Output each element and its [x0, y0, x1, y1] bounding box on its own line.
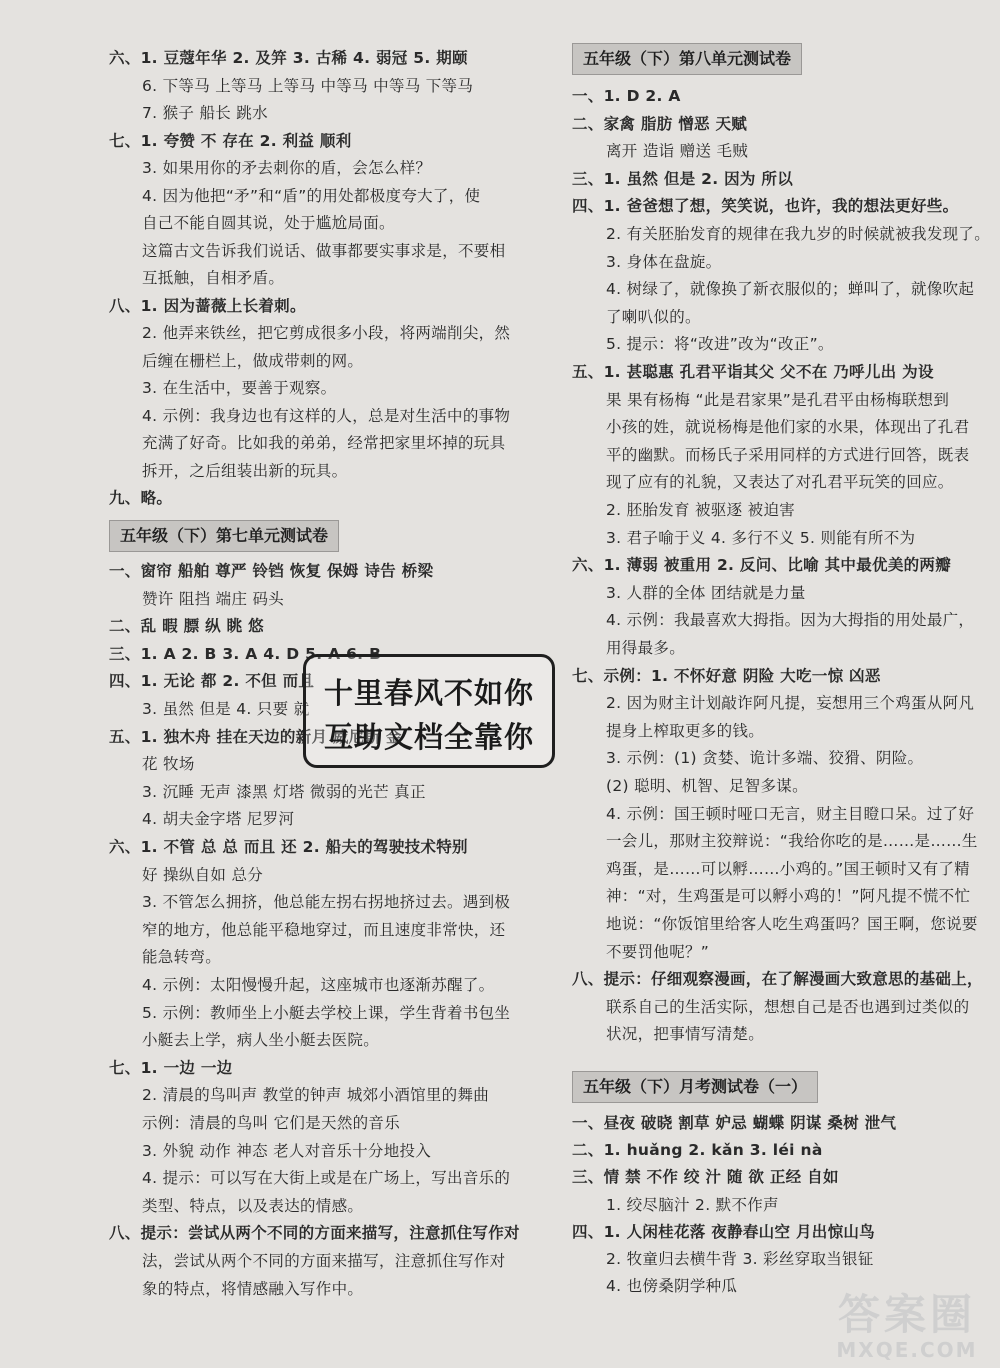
answer-line: 了喇叭似的。 — [606, 307, 701, 326]
answer-line: 3. 君子喻于义 4. 多行不义 5. 则能有所不为 — [606, 528, 916, 547]
answer-line: 七、1. 一边 一边 — [109, 1058, 233, 1077]
answer-line: 示例：清晨的鸟叫 它们是天然的音乐 — [142, 1114, 401, 1132]
answer-line: 4. 树绿了，就像换了新衣服似的；蝉叫了，就像吹起 — [606, 280, 975, 299]
answer-line: 现了应有的礼貌，又表达了对孔君平玩笑的回应。 — [606, 473, 954, 492]
section-title-unit-8: 五年级（下）第八单元测试卷 — [572, 43, 802, 75]
answer-line: 4. 示例：我最喜欢大拇指。因为大拇指的用处最广， — [606, 611, 975, 630]
answer-line: 神：“对，生鸡蛋是可以孵小鸡的！”阿凡提不慌不忙 — [606, 887, 971, 906]
answer-line: 2. 他弄来铁丝，把它剪成很多小段，将两端削尖，然 — [142, 324, 511, 342]
answer-line: 花 牧场 — [142, 755, 195, 774]
logo-text: 答案圈 — [837, 1290, 976, 1339]
answer-line: 3. 身体在盘旋。 — [606, 252, 722, 271]
answer-line: (2) 聪明、机智、足智多谋。 — [606, 777, 808, 795]
answer-line: 三、1. A 2. B 3. A 4. D 5. A 6. B — [109, 644, 382, 663]
answer-line: 状况，把事情写清楚。 — [606, 1025, 765, 1044]
answer-line: 后缠在栅栏上，做成带刺的网。 — [142, 351, 364, 370]
answer-line: 3. 不管怎么拥挤，他总能左拐右拐地挤过去。遇到极 — [142, 893, 511, 912]
answer-line: 四、1. 无论 都 2. 不但 而且 — [109, 672, 315, 691]
answer-line: 2. 胚胎发育 被驱逐 被迫害 — [606, 501, 796, 519]
answer-line: 五、1. 甚聪惠 孔君平诣其父 父不在 乃呼儿出 为设 — [572, 363, 934, 381]
answer-line: 自己不能自圆其说，处于尴尬局面。 — [142, 214, 395, 232]
answer-line: 能急转弯。 — [142, 948, 222, 967]
answer-line: 这篇古文告诉我们说话、做事都要实事求是，不要相 — [142, 241, 506, 260]
answer-line: 三、1. 虽然 但是 2. 因为 所以 — [572, 169, 794, 188]
answer-line: 5. 示例：教师坐上小艇去学校上课，学生背着书包坐 — [142, 1003, 511, 1022]
answer-line: 7. 猴子 船长 跳水 — [142, 104, 268, 122]
answer-line: 不要罚他呢？” — [606, 942, 710, 961]
answer-line: 充满了好奇。比如我的弟弟，经常把家里坏掉的玩具 — [142, 434, 506, 452]
answer-line: 3. 如果用你的矛去刺你的盾，会怎么样？ — [142, 159, 432, 177]
answer-line: 一、窗帘 船舶 尊严 铃铛 恢复 保姆 诗告 桥梁 — [109, 562, 434, 580]
answer-line: 联系自己的生活实际，想想自己是否也遇到过类似的 — [606, 997, 970, 1016]
watermark-stamp — [303, 654, 555, 768]
answer-line: 4. 示例：国王顿时哑口无言，财主目瞪口呆。过了好 — [606, 804, 975, 823]
answer-line: 4. 胡夫金字塔 尼罗河 — [142, 810, 295, 829]
answer-line: 鸡蛋，是……可以孵……小鸡的。”国王顿时又有了精 — [606, 859, 970, 878]
answer-line: 窄的地方，他总能平稳地穿过，而且速度非常快，还 — [142, 920, 506, 939]
answer-line: 拆开，之后组装出新的玩具。 — [142, 461, 348, 480]
answer-line: 六、1. 不管 总 总 而且 还 2. 船夫的驾驶技术特别 — [109, 838, 468, 856]
answer-line: 小孩的姓，就说杨梅是他们家的水果，体现出了孔君 — [606, 418, 970, 437]
answer-line: 4. 也傍桑阴学种瓜 — [606, 1277, 738, 1296]
answer-line: 二、家禽 脂肪 憎恶 天赋 — [572, 114, 748, 133]
answer-line: 4. 示例：我身边也有这样的人，总是对生活中的事物 — [142, 406, 511, 425]
answer-line: 八、提示：仔细观察漫画，在了解漫画大致意思的基础上， — [572, 970, 983, 989]
answer-line: 2. 有关胚胎发育的规律在我九岁的时候就被我发现了。 — [606, 225, 991, 243]
answer-line: 八、1. 因为蔷薇上长着刺。 — [109, 296, 306, 315]
answer-line: 好 操纵自如 总分 — [142, 865, 264, 884]
answer-line: 法，尝试从两个不同的方面来描写，注意抓住写作对 — [142, 1252, 506, 1270]
answer-line: 6. 下等马 上等马 上等马 中等马 中等马 下等马 — [142, 76, 474, 95]
answer-line: 3. 沉睡 无声 漆黑 灯塔 微弱的光芒 真正 — [142, 782, 426, 801]
answer-line: 3. 人群的全体 团结就是力量 — [606, 583, 806, 602]
answer-line: 七、示例：1. 不怀好意 阴险 大吃一惊 凶恶 — [572, 666, 881, 685]
answer-line: 提身上榨取更多的钱。 — [606, 721, 765, 740]
answer-line: 3. 示例：(1) 贪婪、诡计多端、狡猾、阴险。 — [606, 749, 924, 768]
answer-line: 二、1. huǎng 2. kǎn 3. léi nà — [572, 1141, 823, 1160]
answer-line: 互抵触，自相矛盾。 — [142, 269, 285, 287]
answer-line: 平的幽默。而杨氏子采用同样的方式进行回答，既表 — [606, 445, 970, 464]
answer-line: 4. 示例：太阳慢慢升起，这座城市也逐渐苏醒了。 — [142, 976, 495, 994]
answer-line: 类型、特点，以及表达的情感。 — [142, 1196, 364, 1215]
answer-line: 六、1. 豆蔻年华 2. 及笄 3. 古稀 4. 弱冠 5. 期颐 — [109, 49, 468, 67]
answer-line: 2. 因为财主计划敲诈阿凡提，妄想用三个鸡蛋从阿凡 — [606, 694, 975, 713]
answer-line: 2. 牧童归去横牛背 3. 彩丝穿取当银钲 — [606, 1250, 874, 1268]
answer-line: 地说：“你饭馆里给客人吃生鸡蛋吗？国王啊，您说要 — [606, 915, 978, 933]
answer-line: 小艇去上学，病人坐小艇去医院。 — [142, 1031, 380, 1050]
answer-line: 四、1. 人闲桂花落 夜静春山空 月出惊山鸟 — [572, 1222, 875, 1241]
answer-line: 2. 清晨的鸟叫声 教堂的钟声 城郊小酒馆里的舞曲 — [142, 1086, 490, 1105]
site-logo — [822, 1290, 992, 1364]
answer-line: 九、略。 — [109, 489, 173, 507]
answer-line: 用得最多。 — [606, 639, 686, 657]
answer-line: 3. 虽然 但是 4. 只要 就 — [142, 700, 310, 718]
answer-line: 离开 造诣 赠送 毛贼 — [606, 142, 749, 161]
watermark-line-2: 互助文档全靠你 — [323, 720, 534, 754]
section-title-monthly-test-1: 五年级（下）月考测试卷（一） — [572, 1071, 818, 1103]
answer-line: 一、1. D 2. A — [572, 87, 681, 105]
watermark-line-1: 十里春风不如你 — [323, 676, 534, 710]
answer-line: 4. 因为他把“矛”和“盾”的用处都极度夸大了，使 — [142, 186, 481, 205]
answer-line: 4. 提示：可以写在大街上或是在广场上，写出音乐的 — [142, 1169, 511, 1188]
answer-line: 四、1. 爸爸想了想，笑笑说，也许，我的想法更好些。 — [572, 197, 959, 216]
answer-line: 一、昼夜 破晓 割草 妒忌 蝴蝶 阴谋 桑树 泄气 — [572, 1114, 897, 1132]
section-title-unit-7: 五年级（下）第七单元测试卷 — [109, 520, 339, 552]
answer-line: 赞许 阻挡 端庄 码头 — [142, 589, 285, 608]
answer-line: 象的特点，将情感融入写作中。 — [142, 1279, 364, 1298]
answer-line: 5. 提示：将“改进”改为“改正”。 — [606, 335, 834, 354]
answer-line: 五、1. 独木舟 挂在天边的新月 威尼斯 金 — [109, 727, 402, 746]
answer-line: 一会儿，那财主狡辩说：“我给你吃的是……是……生 — [606, 832, 978, 851]
answer-line: 3. 在生活中，要善于观察。 — [142, 379, 337, 397]
answer-line: 果 果有杨梅 “此是君家果”是孔君平由杨梅联想到 — [606, 390, 950, 409]
answer-line: 1. 绞尽脑汁 2. 默不作声 — [606, 1195, 779, 1214]
answer-line: 六、1. 薄弱 被重用 2. 反问、比喻 其中最优美的两瓣 — [572, 556, 952, 575]
answer-line: 3. 外貌 动作 神态 老人对音乐十分地投入 — [142, 1141, 432, 1160]
logo-domain: MXQE.COM — [836, 1338, 978, 1362]
answer-line: 八、提示：尝试从两个不同的方面来描写，注意抓住写作对 — [109, 1224, 520, 1243]
answer-line: 七、1. 夸赞 不 存在 2. 利益 顺利 — [109, 131, 352, 150]
answer-line: 二、乱 暇 膘 纵 眺 悠 — [109, 617, 264, 636]
answer-line: 三、情 禁 不作 绞 汁 随 欲 正经 自如 — [572, 1168, 839, 1187]
